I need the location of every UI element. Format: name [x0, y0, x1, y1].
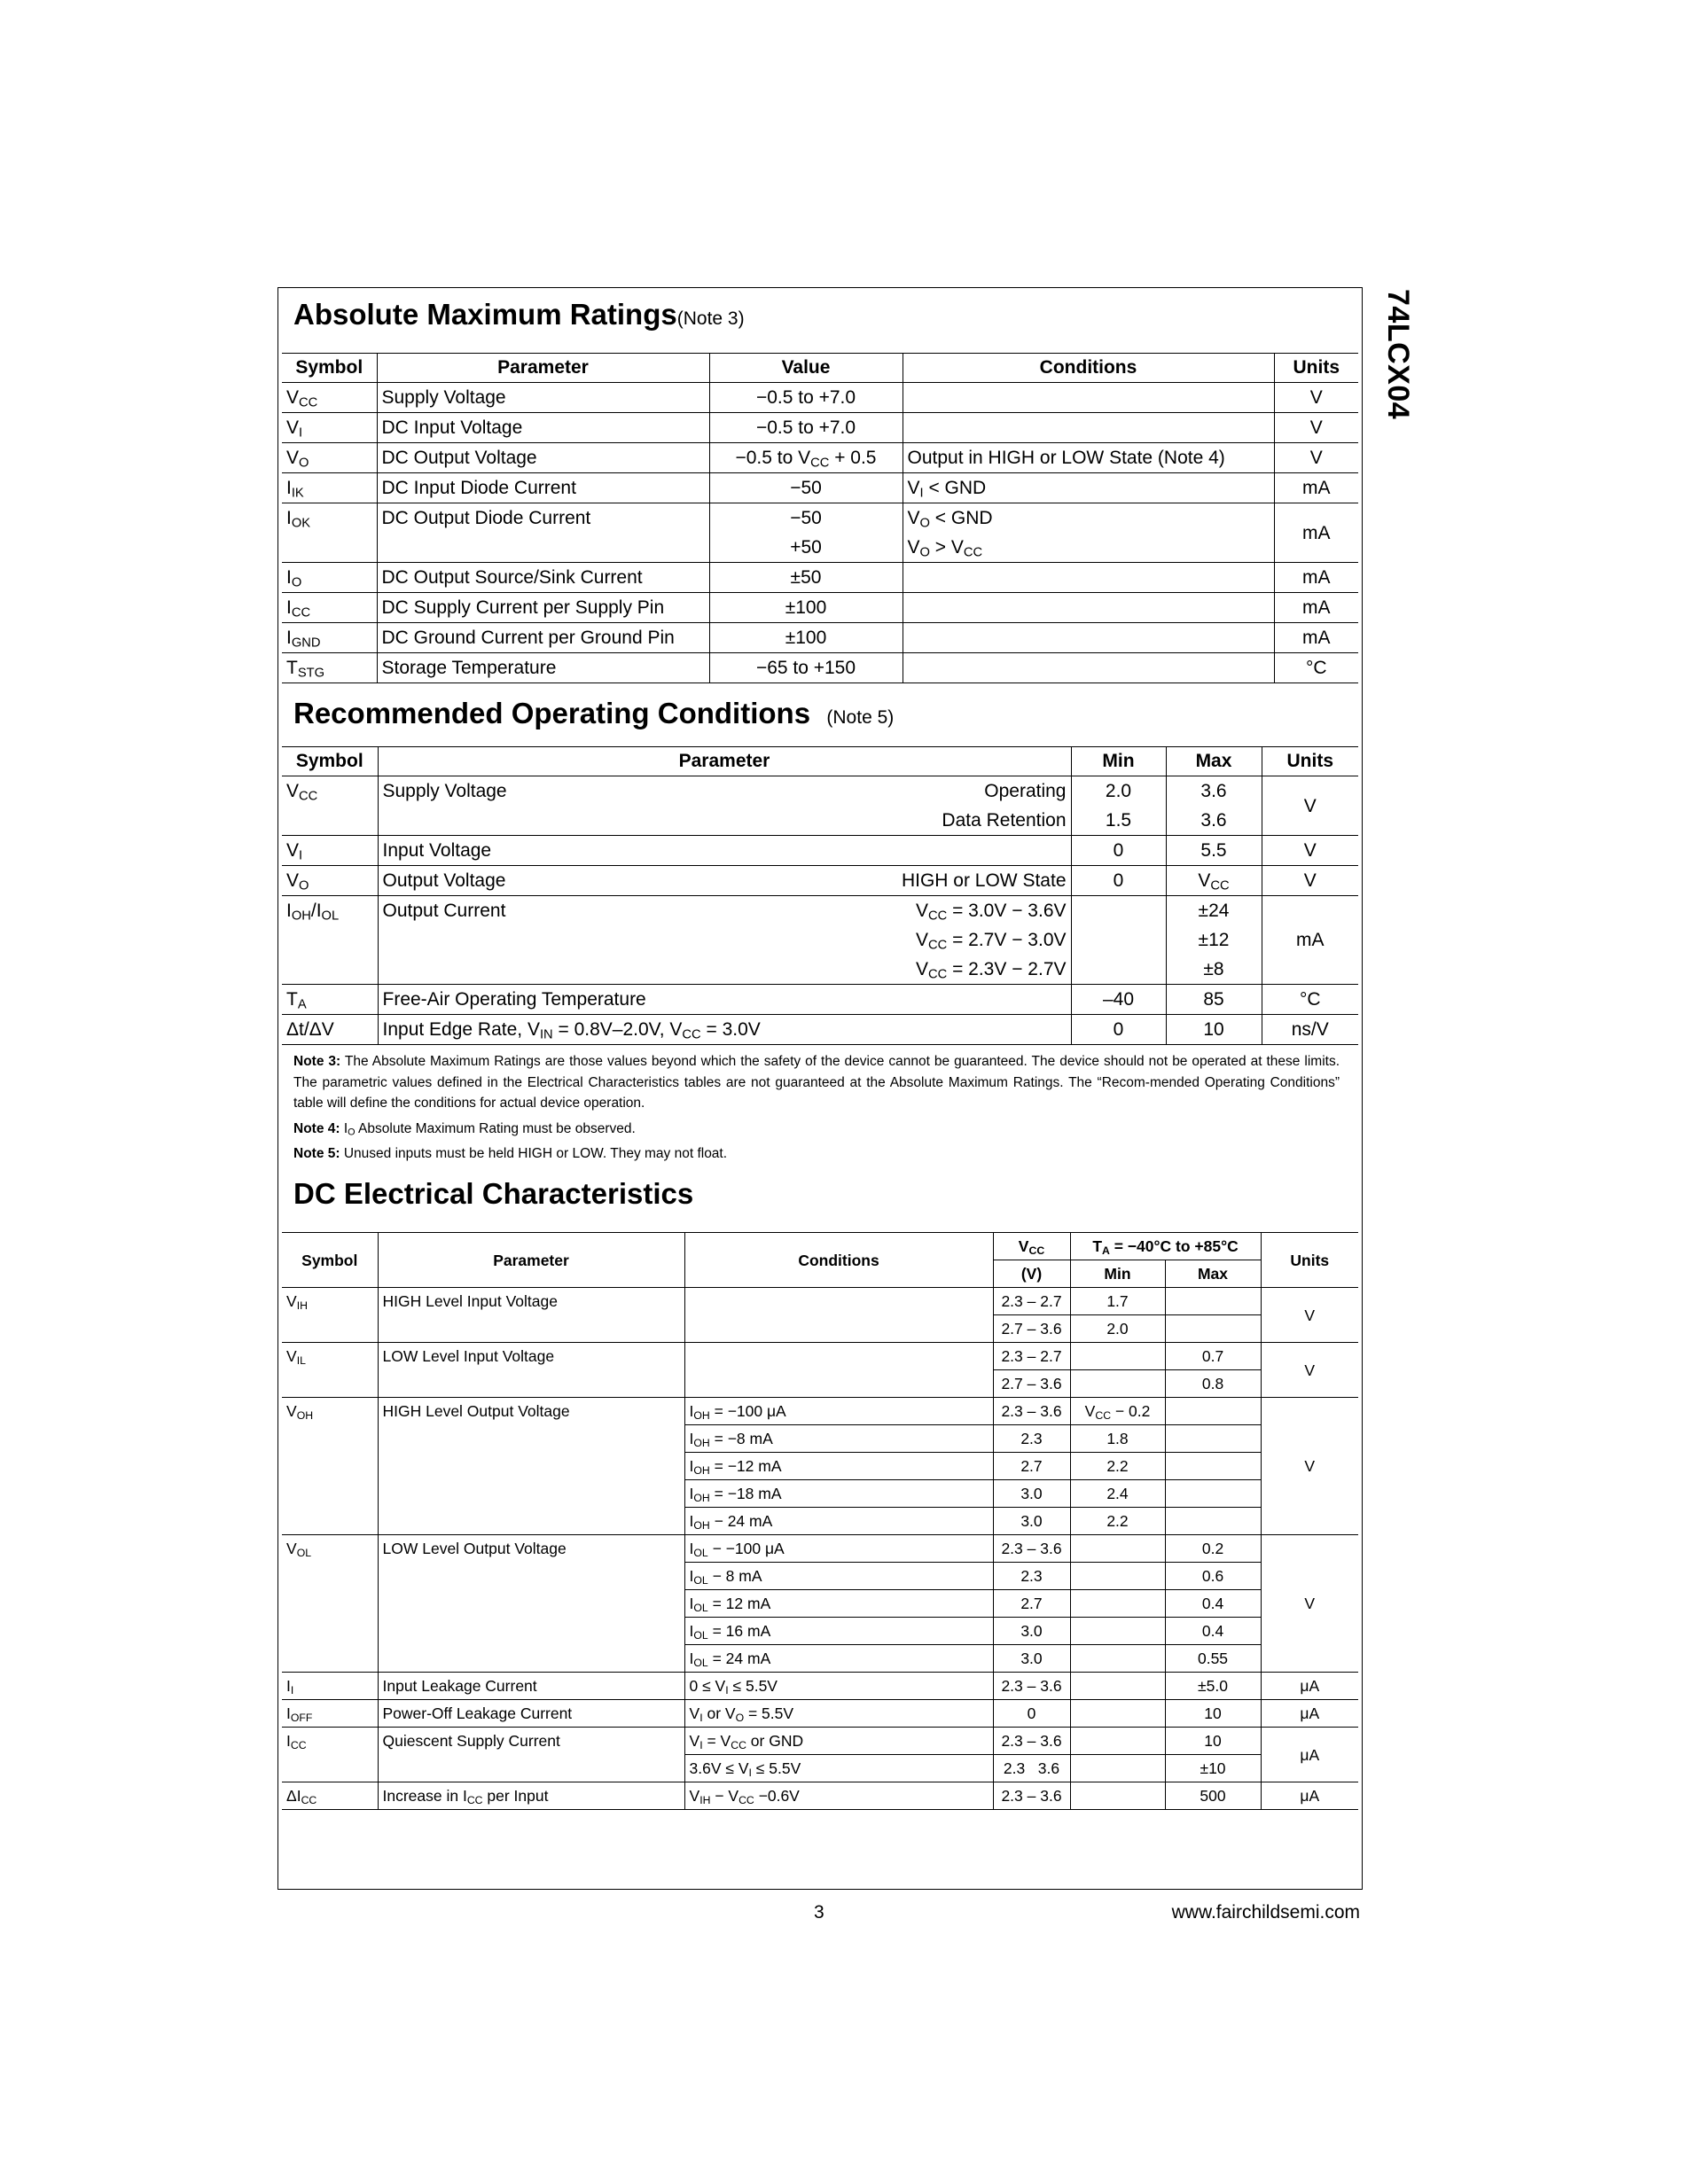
- table-cell: $I_{OL} = 16$ mA: [684, 1618, 993, 1645]
- table-cell: 0.4: [1165, 1590, 1261, 1618]
- table-cell: DC Output Source/Sink Current: [377, 563, 709, 593]
- table-cell: μA: [1261, 1673, 1358, 1700]
- table-header-row: [282, 1233, 1358, 1260]
- table-cell: $I_{OH} = -8$ mA: [684, 1425, 993, 1453]
- table-row: [282, 896, 1358, 985]
- col-header: Parameter: [377, 354, 709, 383]
- table-cell: $I_{OFF}$: [282, 1700, 378, 1728]
- table-cell: 2.3 – 2.7: [993, 1288, 1070, 1315]
- table-cell: $V_{IH} - V_{CC} -0.6V$: [684, 1782, 993, 1810]
- col-header: Parameter: [378, 1233, 684, 1288]
- table-cell: $T_A$: [282, 985, 378, 1015]
- table-cell: $V_{OH}$: [282, 1398, 378, 1535]
- table-cell: 2.3 – 3.6: [993, 1398, 1070, 1425]
- table-cell: 2.4: [1070, 1480, 1165, 1508]
- table-cell: 10: [1165, 1700, 1261, 1728]
- col-header: Conditions: [684, 1233, 993, 1288]
- table-cell: $V_I$ < GND: [903, 473, 1274, 503]
- table-cell: μA: [1261, 1782, 1358, 1810]
- table-cell: 2.7 – 3.6: [993, 1315, 1070, 1343]
- table-cell: LOW Level Input Voltage: [378, 1343, 684, 1398]
- table-cell: 3.0: [993, 1645, 1070, 1673]
- table-cell: DC Supply Current per Supply Pin: [377, 593, 709, 623]
- table-row: [282, 1015, 1358, 1045]
- table-cell: Storage Temperature: [377, 653, 709, 683]
- table-cell: DC Output Voltage: [377, 443, 709, 473]
- col-header: Min: [1071, 747, 1166, 776]
- table-cell: 1.8: [1070, 1425, 1165, 1453]
- table-cell: 2.3 3.6: [993, 1755, 1070, 1782]
- table-cell: HIGH Level Output Voltage: [378, 1398, 684, 1535]
- col-header: $V_{CC}$: [993, 1233, 1070, 1260]
- table-cell: DC Input Voltage: [377, 413, 709, 443]
- col-header: Symbol: [282, 1233, 378, 1288]
- table-cell: −50 +50: [709, 503, 903, 563]
- table-cell: 0.8: [1165, 1370, 1261, 1398]
- table-cell: ±10: [1165, 1755, 1261, 1782]
- table-cell: 2.3 – 2.7: [993, 1343, 1070, 1370]
- table-cell: °C: [1274, 653, 1358, 683]
- table-cell: [903, 653, 1274, 683]
- table-cell: V: [1262, 866, 1358, 896]
- table-cell: Supply Voltage Operating Data Retention: [378, 776, 1071, 836]
- table-cell: 0: [1071, 1015, 1166, 1045]
- table-cell: [1165, 1453, 1261, 1480]
- dc-title: DC Electrical Characteristics: [293, 1177, 694, 1210]
- table-cell: DC Output Diode Current: [377, 503, 709, 563]
- table-cell: 1.7: [1070, 1288, 1165, 1315]
- table-cell: V: [1274, 443, 1358, 473]
- table-cell: [1070, 1535, 1165, 1563]
- table-cell: [1071, 896, 1166, 985]
- table-cell: V: [1274, 383, 1358, 413]
- table-cell: mA: [1274, 623, 1358, 653]
- note-5: Note 5: Unused inputs must be held HIGH or LOW. They may not float.: [293, 1146, 728, 1161]
- table-cell: ±5.0: [1165, 1673, 1261, 1700]
- table-row: [282, 1700, 1358, 1728]
- table-cell: 10: [1165, 1728, 1261, 1755]
- col-header: Symbol: [282, 747, 378, 776]
- table-cell: Input Leakage Current: [378, 1673, 684, 1700]
- table-cell: 0.6: [1165, 1563, 1261, 1590]
- table-row: [282, 1782, 1358, 1810]
- table-cell: $I_{OL} - -100$ μA: [684, 1535, 993, 1563]
- table-cell: [684, 1288, 993, 1343]
- table-cell: V: [1261, 1343, 1358, 1398]
- table-cell: 0: [1071, 866, 1166, 896]
- table-cell: [1070, 1590, 1165, 1618]
- table-cell: V: [1262, 836, 1358, 866]
- col-header: Max: [1166, 747, 1262, 776]
- table-cell: [1070, 1343, 1165, 1370]
- table-cell: 2.7 – 3.6: [993, 1370, 1070, 1398]
- table-row: [282, 623, 1358, 653]
- table-cell: $I_{OH}/I_{OL}$: [282, 896, 378, 985]
- table-cell: 0.4: [1165, 1618, 1261, 1645]
- col-header: Min: [1070, 1260, 1165, 1288]
- table-row: [282, 1343, 1358, 1370]
- table-cell: μA: [1261, 1700, 1358, 1728]
- table-cell: $V_{IH}$: [282, 1288, 378, 1343]
- table-cell: 2.3 – 3.6: [993, 1673, 1070, 1700]
- table-cell: $I_{OL} - 8$ mA: [684, 1563, 993, 1590]
- table-row: [282, 1288, 1358, 1315]
- table-row: [282, 866, 1358, 896]
- col-header: Parameter: [378, 747, 1071, 776]
- table-cell: DC Input Diode Current: [377, 473, 709, 503]
- table-cell: Output in HIGH or LOW State (Note 4): [903, 443, 1274, 473]
- table-cell: –40: [1071, 985, 1166, 1015]
- table-cell: $V_{CC} - 0.2$: [1070, 1398, 1165, 1425]
- table-cell: [1070, 1700, 1165, 1728]
- table-cell: 2.3: [993, 1425, 1070, 1453]
- table-cell: $I_{OL} = 12$ mA: [684, 1590, 993, 1618]
- table-row: [282, 473, 1358, 503]
- table-cell: Free-Air Operating Temperature: [378, 985, 1071, 1015]
- table-row: [282, 413, 1358, 443]
- table-row: [282, 503, 1358, 563]
- amr-table: [282, 353, 1358, 683]
- table-cell: [903, 383, 1274, 413]
- table-cell: $\Delta I_{CC}$: [282, 1782, 378, 1810]
- table-cell: [1070, 1782, 1165, 1810]
- table-row: [282, 563, 1358, 593]
- table-cell: HIGH Level Input Voltage: [378, 1288, 684, 1343]
- table-cell: −0.5 to +7.0: [709, 413, 903, 443]
- col-header: Conditions: [903, 354, 1274, 383]
- table-cell: [903, 593, 1274, 623]
- table-cell: mA: [1274, 473, 1358, 503]
- table-cell: Input Voltage: [378, 836, 1071, 866]
- table-cell: $3.6V \le V_I \le 5.5V$: [684, 1755, 993, 1782]
- side-title: 74LCX04: [1381, 289, 1415, 420]
- table-cell: [1070, 1618, 1165, 1645]
- table-cell: $I_I$: [282, 1673, 378, 1700]
- table-cell: 5.5: [1166, 836, 1262, 866]
- table-cell: [1165, 1398, 1261, 1425]
- table-cell: 2.7: [993, 1453, 1070, 1480]
- col-header: $T_A = -40^\circ C$ to +85°C: [1070, 1233, 1261, 1260]
- table-cell: $V_{CC}$: [282, 776, 378, 836]
- table-cell: $I_{GND}$: [282, 623, 377, 653]
- table-cell: 2.3 – 3.6: [993, 1535, 1070, 1563]
- website-link[interactable]: www.fairchildsemi.com: [1171, 1902, 1360, 1923]
- table-cell: Δt/ΔV: [282, 1015, 378, 1045]
- table-cell: 3.0: [993, 1618, 1070, 1645]
- table-cell: −0.5 to $V_{CC} + 0.5$: [709, 443, 903, 473]
- table-cell: DC Ground Current per Ground Pin: [377, 623, 709, 653]
- table-cell: [1165, 1425, 1261, 1453]
- table-cell: $V_O$: [282, 443, 377, 473]
- table-cell: [1070, 1728, 1165, 1755]
- table-row: [282, 1398, 1358, 1425]
- table-cell: 3.0: [993, 1480, 1070, 1508]
- table-cell: [1070, 1370, 1165, 1398]
- table-cell: [1070, 1645, 1165, 1673]
- col-header: (V): [993, 1260, 1070, 1288]
- table-row: [282, 1535, 1358, 1563]
- col-header: Value: [709, 354, 903, 383]
- table-cell: 0: [1071, 836, 1166, 866]
- table-row: [282, 443, 1358, 473]
- table-row: [282, 985, 1358, 1015]
- table-cell: 0: [993, 1700, 1070, 1728]
- table-cell: $I_{OK}$: [282, 503, 377, 563]
- table-cell: $I_{CC}$: [282, 593, 377, 623]
- table-cell: $V_I$: [282, 836, 378, 866]
- table-cell: −50: [709, 473, 903, 503]
- table-cell: 2.0: [1070, 1315, 1165, 1343]
- table-cell: [903, 563, 1274, 593]
- table-cell: [1165, 1480, 1261, 1508]
- table-cell: 0.2: [1165, 1535, 1261, 1563]
- table-cell: [1070, 1673, 1165, 1700]
- note-3: Note 3: The Absolute Maximum Ratings are those values beyond which the safety of the device cannot be guaranteed. The device should not be operated at these limits. The parametric values defined in the Electrical Characteristics tables are not guaranteed at the Absolute Maximum Ratings. The “Recom-mended Operating Conditions” table will define the conditions for actual device operation.: [293, 1054, 1340, 1111]
- table-cell: $I_{OL} = 24$ mA: [684, 1645, 993, 1673]
- table-cell: $V_{IL}$: [282, 1343, 378, 1398]
- table-cell: V: [1261, 1288, 1358, 1343]
- table-row: [282, 1673, 1358, 1700]
- roc-table: [282, 746, 1358, 1045]
- col-header: Units: [1261, 1233, 1358, 1288]
- table-row: [282, 653, 1358, 683]
- table-cell: $V_{CC}$: [282, 383, 377, 413]
- col-header: Units: [1262, 747, 1358, 776]
- notes: [293, 1051, 1340, 1169]
- note-4: Note 4: $I_O$ Absolute Maximum Rating must be observed.: [293, 1120, 636, 1138]
- table-cell: 2.3 – 3.6: [993, 1782, 1070, 1810]
- table-header-row: [282, 354, 1358, 383]
- table-cell: [1165, 1288, 1261, 1315]
- table-cell: [903, 413, 1274, 443]
- table-cell: Supply Voltage: [377, 383, 709, 413]
- table-cell: Power-Off Leakage Current: [378, 1700, 684, 1728]
- table-cell: [1165, 1315, 1261, 1343]
- table-cell: $V_{OL}$: [282, 1535, 378, 1673]
- col-header: Units: [1274, 354, 1358, 383]
- table-cell: Increase in $I_{CC}$ per Input: [378, 1782, 684, 1810]
- table-cell: [1070, 1755, 1165, 1782]
- table-cell: $T_{STG}$: [282, 653, 377, 683]
- table-cell: 85: [1166, 985, 1262, 1015]
- table-cell: 0.55: [1165, 1645, 1261, 1673]
- table-cell: $I_{IK}$: [282, 473, 377, 503]
- table-cell: ±24 ±12 ±8: [1166, 896, 1262, 985]
- table-row: [282, 1728, 1358, 1755]
- table-cell: $V_I$: [282, 413, 377, 443]
- table-row: [282, 776, 1358, 836]
- table-cell: mA: [1262, 896, 1358, 985]
- table-cell: $0 \le V_I \le 5.5V$: [684, 1673, 993, 1700]
- table-cell: Output Voltage HIGH or LOW State: [378, 866, 1071, 896]
- table-cell: 2.2: [1070, 1508, 1165, 1535]
- table-cell: 2.3: [993, 1563, 1070, 1590]
- table-row: [282, 383, 1358, 413]
- table-cell: $I_{OH} = -100$ μA: [684, 1398, 993, 1425]
- table-cell: $V_O$ < GND $V_O > V_{CC}$: [903, 503, 1274, 563]
- table-header-row: [282, 747, 1358, 776]
- table-cell: 2.0 1.5: [1071, 776, 1166, 836]
- table-cell: V: [1262, 776, 1358, 836]
- table-cell: −65 to +150: [709, 653, 903, 683]
- table-cell: 2.2: [1070, 1453, 1165, 1480]
- table-cell: $I_{OH} - 24$ mA: [684, 1508, 993, 1535]
- table-cell: 3.6 3.6: [1166, 776, 1262, 836]
- table-cell: ±100: [709, 593, 903, 623]
- col-header: Symbol: [282, 354, 377, 383]
- roc-title: Recommended Operating Conditions (Note 5): [293, 697, 895, 729]
- table-cell: $I_{OH} = -18$ mA: [684, 1480, 993, 1508]
- table-cell: $I_{OH} = -12$ mA: [684, 1453, 993, 1480]
- table-cell: LOW Level Output Voltage: [378, 1535, 684, 1673]
- table-cell: ns/V: [1262, 1015, 1358, 1045]
- table-cell: mA: [1274, 563, 1358, 593]
- table-cell: $V_I = V_{CC}$ or GND: [684, 1728, 993, 1755]
- table-cell: °C: [1262, 985, 1358, 1015]
- table-cell: V: [1274, 413, 1358, 443]
- table-cell: mA: [1274, 503, 1358, 563]
- table-cell: 3.0: [993, 1508, 1070, 1535]
- col-header: Max: [1165, 1260, 1261, 1288]
- table-cell: Input Edge Rate, $V_{IN} = 0.8V-2.0V$, $V_{CC} = 3.0V$: [378, 1015, 1071, 1045]
- page-number: 3: [814, 1902, 824, 1923]
- table-cell: [903, 623, 1274, 653]
- table-cell: 0.7: [1165, 1343, 1261, 1370]
- table-cell: ±50: [709, 563, 903, 593]
- table-cell: 500: [1165, 1782, 1261, 1810]
- table-cell: V: [1261, 1535, 1358, 1673]
- dc-table: [282, 1232, 1358, 1810]
- table-cell: $I_O$: [282, 563, 377, 593]
- table-cell: $V_{CC}$: [1166, 866, 1262, 896]
- table-cell: −0.5 to +7.0: [709, 383, 903, 413]
- table-cell: Quiescent Supply Current: [378, 1728, 684, 1782]
- table-cell: $I_{CC}$: [282, 1728, 378, 1782]
- table-cell: 2.7: [993, 1590, 1070, 1618]
- table-cell: $V_I$ or $V_O = 5.5V$: [684, 1700, 993, 1728]
- table-cell: [1070, 1563, 1165, 1590]
- table-cell: ±100: [709, 623, 903, 653]
- table-cell: 10: [1166, 1015, 1262, 1045]
- table-row: [282, 836, 1358, 866]
- table-cell: mA: [1274, 593, 1358, 623]
- table-row: [282, 593, 1358, 623]
- amr-title: Absolute Maximum Ratings(Note 3): [293, 298, 745, 331]
- table-cell: [684, 1343, 993, 1398]
- table-cell: 2.3 – 3.6: [993, 1728, 1070, 1755]
- table-cell: [1165, 1508, 1261, 1535]
- table-cell: μA: [1261, 1728, 1358, 1782]
- table-cell: Output Current $V_{CC} = 3.0V - 3.6V$ $V_{CC} = 2.7V - 3.0V$ $V_{CC} = 2.3V - 2.7V$: [378, 896, 1071, 985]
- table-cell: V: [1261, 1398, 1358, 1535]
- table-cell: $V_O$: [282, 866, 378, 896]
